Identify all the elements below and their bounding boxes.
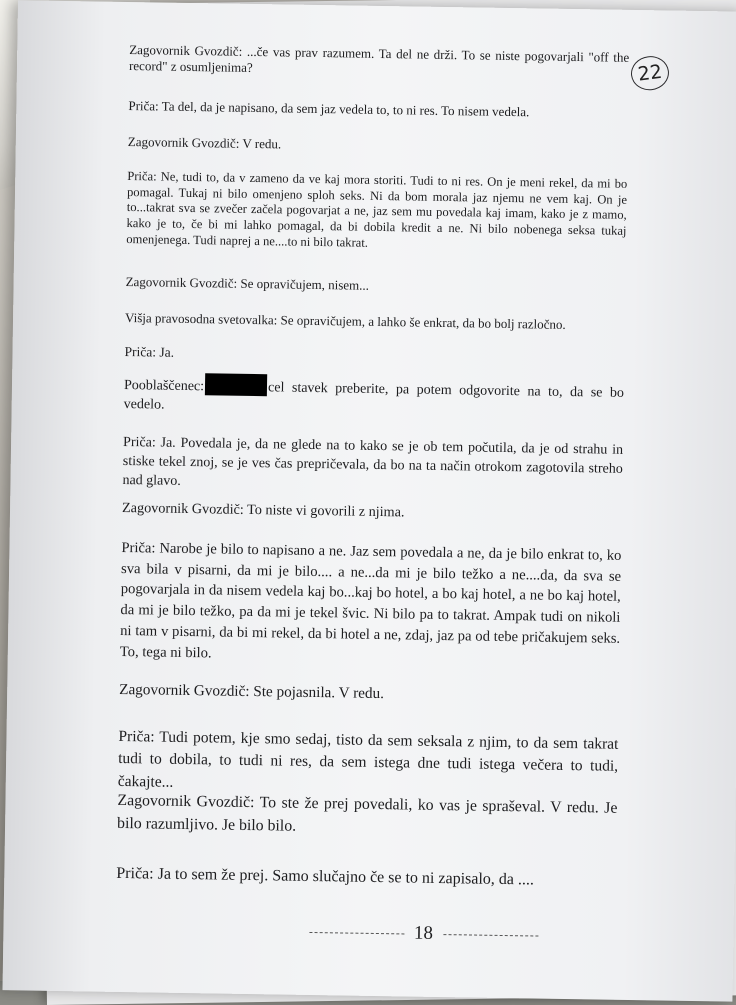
speaker-label: Zagovornik Gvozdič: xyxy=(119,680,250,700)
transcript-paragraph xyxy=(119,680,619,707)
transcript-paragraph xyxy=(128,98,628,122)
paragraph-text: Ste pojasnila. V redu. xyxy=(249,682,385,703)
speaker-label: Zagovornik Gvozdič: xyxy=(125,273,238,291)
transcript-paragraph xyxy=(118,726,619,801)
speaker-label: Priča: xyxy=(122,434,156,451)
speaker-label: Pooblaščenec: xyxy=(123,377,205,395)
paragraph-text: Tudi potem, kje smo sedaj, tisto da sem seksala z njim, to da sem takrat tudi to dobila, to tudi ni res, da sem istega dne tudi istega večera to tudi, čakajte... xyxy=(117,728,619,791)
paragraph-text: V redu. xyxy=(239,135,282,152)
paragraph-text: Ja to sem že prej. Samo slučajno če se to ni zapisalo, da .... xyxy=(153,865,535,889)
speaker-label: Priča: xyxy=(116,864,154,883)
paragraph-text: ...če vas prav razumem. Ta del ne drži. To se niste pogovarjali "off the record" z osumljenima? xyxy=(128,43,630,76)
transcript-paragraph xyxy=(124,372,625,423)
paragraph-text: Ne, tudi to, da v zameno da ve kaj mora storiti. Tudi to ni res. On je meni rekel, da mi bo pomagal. Tukaj ni bilo omenjeno sploh seks. Ni da bom morala jaz njemu ne vem kaj. On je to...takrat sva se zvečer začela pogovarjat a ne, jaz sem mu povedala kaj imam, kako je z mamo, kako je to, če bi mi lahko pomagal, da bi dobila kredit a ne. Ni bilo nobenega seksa tukaj omenjenega. Tudi naprej a ne....to ni bilo takrat. xyxy=(126,169,628,250)
footer-line-right xyxy=(443,934,538,936)
transcript-paragraph xyxy=(116,864,616,892)
transcript-body xyxy=(116,42,630,889)
page-mark-circled: 22 xyxy=(629,54,671,92)
paragraph-text: To niste vi govorili z njima. xyxy=(243,501,405,521)
speaker-label: Zagovornik Gvozdič: xyxy=(129,42,243,59)
paragraph-text: Ja. Povedala je, da ne glede na to kako se je ob tem počutila, da je od strahu in stiske tekel znoj, se je ves čas prepričevala, da bo na ta način otrokom zagotovila streho nad glavo. xyxy=(122,435,624,489)
paragraph-text: Se opravičujem, nisem... xyxy=(237,275,370,293)
speaker-label: Priča: xyxy=(118,727,155,746)
transcript-paragraph xyxy=(124,344,624,369)
speaker-label: Priča: xyxy=(128,98,159,114)
paragraph-text: cel stavek preberite, pa potem odgovorite na to, da se bo vedelo. xyxy=(123,380,625,413)
transcript-paragraph xyxy=(120,538,622,670)
speaker-label: Priča: xyxy=(127,169,157,184)
redaction-box xyxy=(205,373,267,396)
paragraph-text: Ja. xyxy=(155,344,175,360)
paragraph-text: Narobe je bilo to napisano a ne. Jaz sem povedala a ne, da je bilo enkrat to, ko sva bila v pisarni, da mi je bilo.... a ne...da mi je bilo težko a ne....da, da sva se pogovarjala in da nisem vedela kaj bo...kaj bo hotel, a bo kaj hotel, a ne bo kaj hotel, da mi je bilo težko, pa da mi je tekel švic. Ni bilo pa to takrat. Ampak tudi on nikoli ni tam v pisarni, da bi mi rekel, da bi hotel a ne, zdaj, jaz pa od tebe pričakujem seks. To, tega ni bilo. xyxy=(119,540,622,661)
paragraph-text: Se opravičujem, a lahko še enkrat, da bo bolj razločno. xyxy=(277,312,566,332)
transcript-paragraph xyxy=(126,274,626,298)
speaker-label: Zagovornik Gvozdič: xyxy=(127,134,240,151)
transcript-paragraph xyxy=(117,790,618,844)
paragraph-text: Ta del, da je napisano, da sem jaz vedela to, to ni res. To nisem vedela. xyxy=(158,98,530,120)
transcript-paragraph xyxy=(129,42,629,82)
speaker-label: Priča: xyxy=(124,343,157,360)
transcript-paragraph xyxy=(128,134,628,158)
speaker-label: Zagovornik Gvozdič: xyxy=(117,791,255,812)
document-page xyxy=(2,0,736,1001)
speaker-label: Priča: xyxy=(121,539,156,557)
page-footer xyxy=(293,917,553,951)
page-number: 18 xyxy=(413,922,434,944)
paragraph-text: To ste že prej povedali, ko vas je spraševal. V redu. Je bilo razumljivo. Je bilo bilo. xyxy=(116,794,618,835)
transcript-paragraph xyxy=(122,500,622,526)
footer-line-left xyxy=(309,931,404,933)
speaker-label: Zagovornik Gvozdič: xyxy=(121,499,244,518)
transcript-paragraph xyxy=(122,434,623,499)
speaker-label: Višja pravosodna svetovalka: xyxy=(124,309,278,328)
transcript-paragraph xyxy=(126,169,627,256)
transcript-paragraph xyxy=(125,310,625,334)
